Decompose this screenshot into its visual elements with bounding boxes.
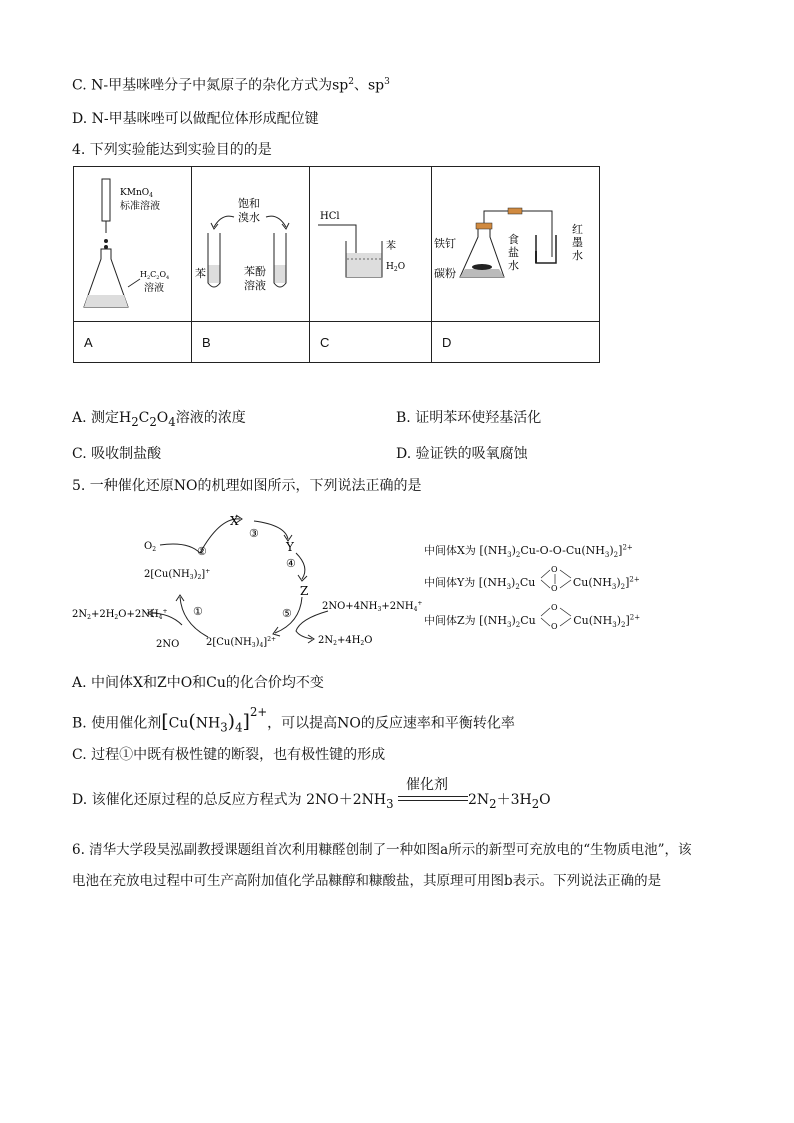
mechanism-cycle bbox=[60, 505, 423, 655]
ink-label-3: 水 bbox=[572, 249, 583, 262]
species-x: X bbox=[230, 514, 239, 528]
q5-option-d: D. 该催化还原过程的总反应方程式为 $2NO+2NH_3$ 催化剂 $2N_2+3H_2O$ bbox=[72, 777, 551, 811]
q4-option-a: A. 测定$H_2C_2O_4$溶液的浓度 bbox=[72, 410, 246, 429]
nail-label: 铁钉 bbox=[434, 237, 456, 250]
right-tube-label-2: 溶液 bbox=[244, 279, 266, 292]
figure-a-cell bbox=[74, 167, 192, 322]
label-b: B bbox=[192, 322, 310, 363]
svg-text:O: O bbox=[550, 565, 558, 574]
step-4: ④ bbox=[286, 557, 296, 570]
q4-option-c: C. 吸收制盐酸 bbox=[72, 446, 162, 462]
experiment-table bbox=[73, 166, 600, 363]
svg-text:O: O bbox=[550, 584, 558, 593]
salt-label-1: 食 bbox=[508, 233, 519, 246]
q4-option-d: D. 验证铁的吸氧腐蚀 bbox=[396, 446, 528, 462]
reagent-label: KMnO$_4$ bbox=[120, 188, 153, 199]
salt-label-3: 水 bbox=[508, 259, 519, 272]
layer-label-1: 苯 bbox=[386, 241, 396, 252]
corrosion-figure bbox=[432, 167, 599, 321]
flask-label-2: 溶液 bbox=[144, 283, 164, 294]
figure-b-cell bbox=[192, 167, 310, 322]
top-label-1: 饱和 bbox=[238, 197, 260, 210]
option-d-prev: D. N-甲基咪唑可以做配位体形成配位键 bbox=[72, 111, 319, 127]
option-c-prev: C. N-甲基咪唑分子中氮原子的杂化方式为$sp^2$、$sp^3$ bbox=[72, 77, 390, 94]
peroxo-bridge-y bbox=[539, 565, 573, 593]
o2-label: $O_2$ bbox=[144, 541, 157, 553]
question-6-line-2: 电池在充放电过程中可生产高附加值化学品糠醇和糠酸盐，其原理可用图b表示。下列说法正确的是 bbox=[72, 873, 662, 889]
gas-label: HCl bbox=[320, 211, 340, 222]
salt-label-2: 盐 bbox=[508, 246, 519, 259]
intermediate-x: 中间体X为 $[(NH_3)_2Cu-O-O-Cu(NH_3)_2]^{2+}$ bbox=[424, 543, 633, 560]
svg-text:O: O bbox=[551, 603, 558, 612]
catalyst-arrow: 催化剂 bbox=[398, 793, 468, 807]
left-products: $2N_2+2H_2O+2NH_4^+$ bbox=[72, 608, 168, 621]
label-c: C bbox=[310, 322, 432, 363]
right-reactants: $2NO+4NH_3+2NH_4^+$ bbox=[322, 600, 423, 613]
right-tube-label: 苯酚 bbox=[244, 265, 266, 278]
step-5: ⑤ bbox=[282, 607, 292, 620]
ink-label-2: 墨 bbox=[572, 236, 583, 249]
label-d: D bbox=[432, 322, 600, 363]
titration-figure bbox=[74, 167, 191, 321]
question-6-line-1: 6. 清华大学段昊泓副教授课题组首次利用糠醛创制了一种如图a所示的新型可充放电的“生物质电池”，该 bbox=[72, 842, 692, 858]
question-4-stem: 4. 下列实验能达到实验目的的是 bbox=[72, 142, 272, 158]
flask-label: $H_2C_2O_4$ bbox=[140, 270, 170, 281]
intermediate-y: 中间体Y为 [$(NH_3)_2Cu$ O O $Cu(NH_3)_2]^{2+}$ bbox=[424, 565, 640, 593]
q5-option-c: C. 过程①中既有极性键的断裂，也有极性键的形成 bbox=[72, 747, 386, 763]
ink-label-1: 红 bbox=[572, 223, 583, 236]
intermediate-z: 中间体Z为 [$(NH_3)_2Cu$ O O $Cu(NH_3)_2]^{2+}$ bbox=[424, 603, 641, 631]
q5-option-a: A. 中间体X和Z中O和Cu的化合价均不变 bbox=[72, 675, 324, 691]
top-label-2: 溴水 bbox=[238, 211, 260, 224]
question-5-stem: 5. 一种催化还原NO的机理如图所示，下列说法正确的是 bbox=[72, 478, 422, 494]
bromine-figure bbox=[192, 167, 309, 321]
no-label: 2NO bbox=[156, 639, 180, 650]
hcl-absorb-figure bbox=[310, 167, 431, 321]
svg-text:O: O bbox=[551, 622, 558, 631]
figure-d-cell bbox=[432, 167, 600, 322]
figure-c-cell bbox=[310, 167, 432, 322]
reagent-label-2: 标准溶液 bbox=[120, 201, 160, 212]
step-2: ② bbox=[197, 545, 207, 558]
oxo-bridge-z bbox=[539, 603, 573, 631]
q4-option-b: B. 证明苯环使羟基活化 bbox=[396, 410, 542, 426]
species-z: Z bbox=[300, 584, 309, 598]
label-a: A bbox=[74, 322, 192, 363]
carbon-label: 碳粉 bbox=[434, 267, 456, 280]
cu4-label: $2[Cu(NH_3)_4]^{2+}$ bbox=[206, 636, 277, 649]
q5-option-b: B. 使用催化剂$[Cu(NH_3)_4]^{2+}$，可以提高NO的反应速率和平衡转化率 bbox=[72, 705, 515, 735]
cu1-label: $2[Cu(NH_3)_2]^+$ bbox=[144, 568, 211, 581]
step-1: ① bbox=[193, 605, 203, 618]
right-products: $2N_2+4H_2O$ bbox=[318, 635, 373, 647]
layer-label-2: $H_2O$ bbox=[386, 262, 406, 273]
species-y: Y bbox=[286, 540, 294, 554]
step-3: ③ bbox=[249, 527, 259, 540]
left-tube-label: 苯 bbox=[195, 267, 206, 280]
